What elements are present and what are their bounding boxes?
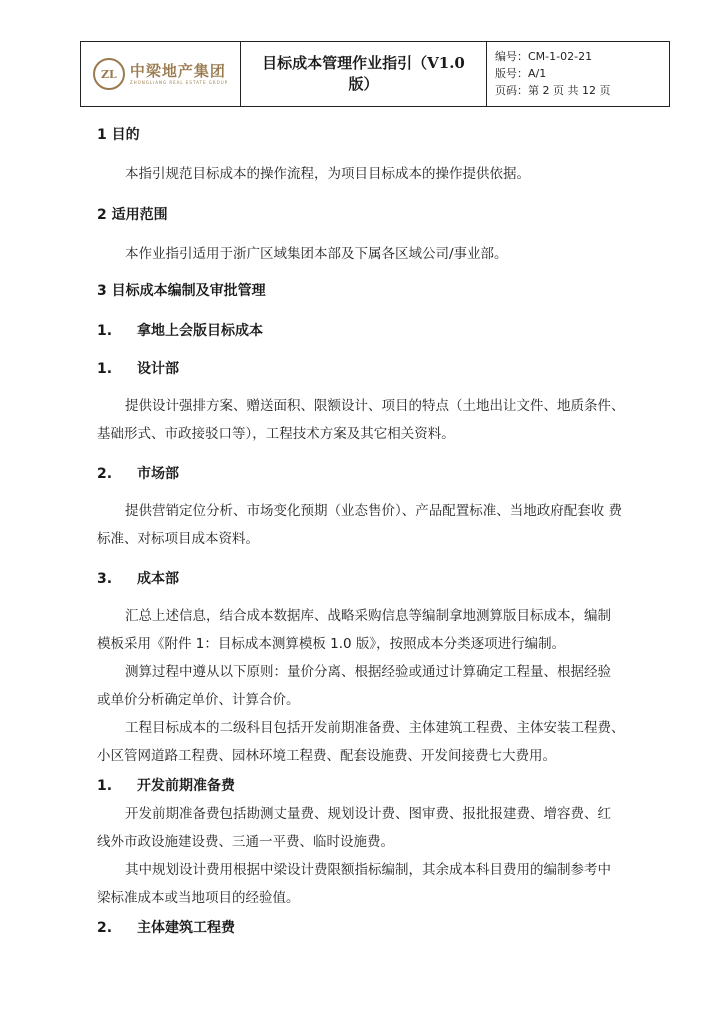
section-heading-target-cost: 3 目标成本编制及审批管理 [97, 283, 266, 299]
subsection-heading-preliminary: 1. 开发前期准备费 [97, 778, 235, 794]
paragraph: 小区管网道路工程费、园林环境工程费、配套设施费、开发间接费七大费用。 [97, 748, 556, 764]
subsection-heading-design: 1. 设计部 [97, 361, 179, 377]
page-number: 页码：第 2 页 共 12 页 [495, 84, 611, 97]
paragraph: 其中规划设计费用根据中梁设计费限额指标编制，其余成本科目费用的编制参考中 [125, 862, 611, 878]
paragraph: 开发前期准备费包括勘测丈量费、规划设计费、图审费、报批报建费、增容费、红 [125, 806, 611, 822]
document-title [241, 42, 487, 106]
paragraph: 本作业指引适用于浙广区域集团本部及下属各区域公司/事业部。 [125, 246, 508, 262]
subsection-heading-main-building: 2. 主体建筑工程费 [97, 920, 235, 936]
paragraph: 汇总上述信息，结合成本数据库、战略采购信息等编制拿地测算版目标成本，编制 [125, 608, 611, 624]
paragraph: 或单价分析确定单价、计算合价。 [97, 692, 300, 708]
paragraph: 提供营销定位分析、市场变化预期（业态售价）、产品配置标准、当地政府配套收 费 [125, 503, 623, 519]
document-title-line1: 目标成本管理作业指引（V1.0 [262, 54, 465, 72]
section-heading-purpose: 1 目的 [97, 127, 140, 143]
company-name: 中梁地产集团 [129, 62, 226, 80]
doc-number: 编号：CM-1-02-21 [495, 50, 593, 63]
paragraph: 测算过程中遵从以下原则：量价分离、根据经验或通过计算确定工程量、根据经验 [125, 664, 611, 680]
subsection-heading-cost: 3. 成本部 [97, 571, 179, 587]
subsection-heading-marketing: 2. 市场部 [97, 466, 179, 482]
logo-mark-icon: ZL [93, 58, 125, 90]
subsection-heading: 1. 拿地上会版目标成本 [97, 323, 263, 339]
document-header [80, 41, 670, 107]
company-logo [93, 58, 228, 90]
paragraph: 基础形式、市政接驳口等），工程技术方案及其它相关资料。 [97, 426, 455, 442]
doc-version: 版号：A/1 [495, 67, 547, 80]
paragraph: 标准、对标项目成本资料。 [97, 531, 259, 547]
paragraph: 梁标准成本或当地项目的经验值。 [97, 890, 300, 906]
company-name-en: ZHONGLIANG REAL ESTATE GROUP [129, 80, 229, 85]
document-meta [487, 42, 669, 106]
paragraph: 提供设计强排方案、赠送面积、限额设计、项目的特点（土地出让文件、地质条件、 [125, 398, 625, 414]
paragraph: 工程目标成本的二级科目包括开发前期准备费、主体建筑工程费、主体安装工程费、 [125, 720, 625, 736]
document-title-line2: 版） [348, 75, 379, 93]
paragraph: 本指引规范目标成本的操作流程，为项目目标成本的操作提供依据。 [125, 166, 530, 182]
paragraph: 线外市政设施建设费、三通一平费、临时设施费。 [97, 834, 394, 850]
section-heading-scope: 2 适用范围 [97, 207, 168, 223]
logo-cell [81, 42, 241, 106]
paragraph: 模板采用《附件 1：目标成本测算模板 1.0 版》，按照成本分类逐项进行编制。 [97, 636, 566, 652]
